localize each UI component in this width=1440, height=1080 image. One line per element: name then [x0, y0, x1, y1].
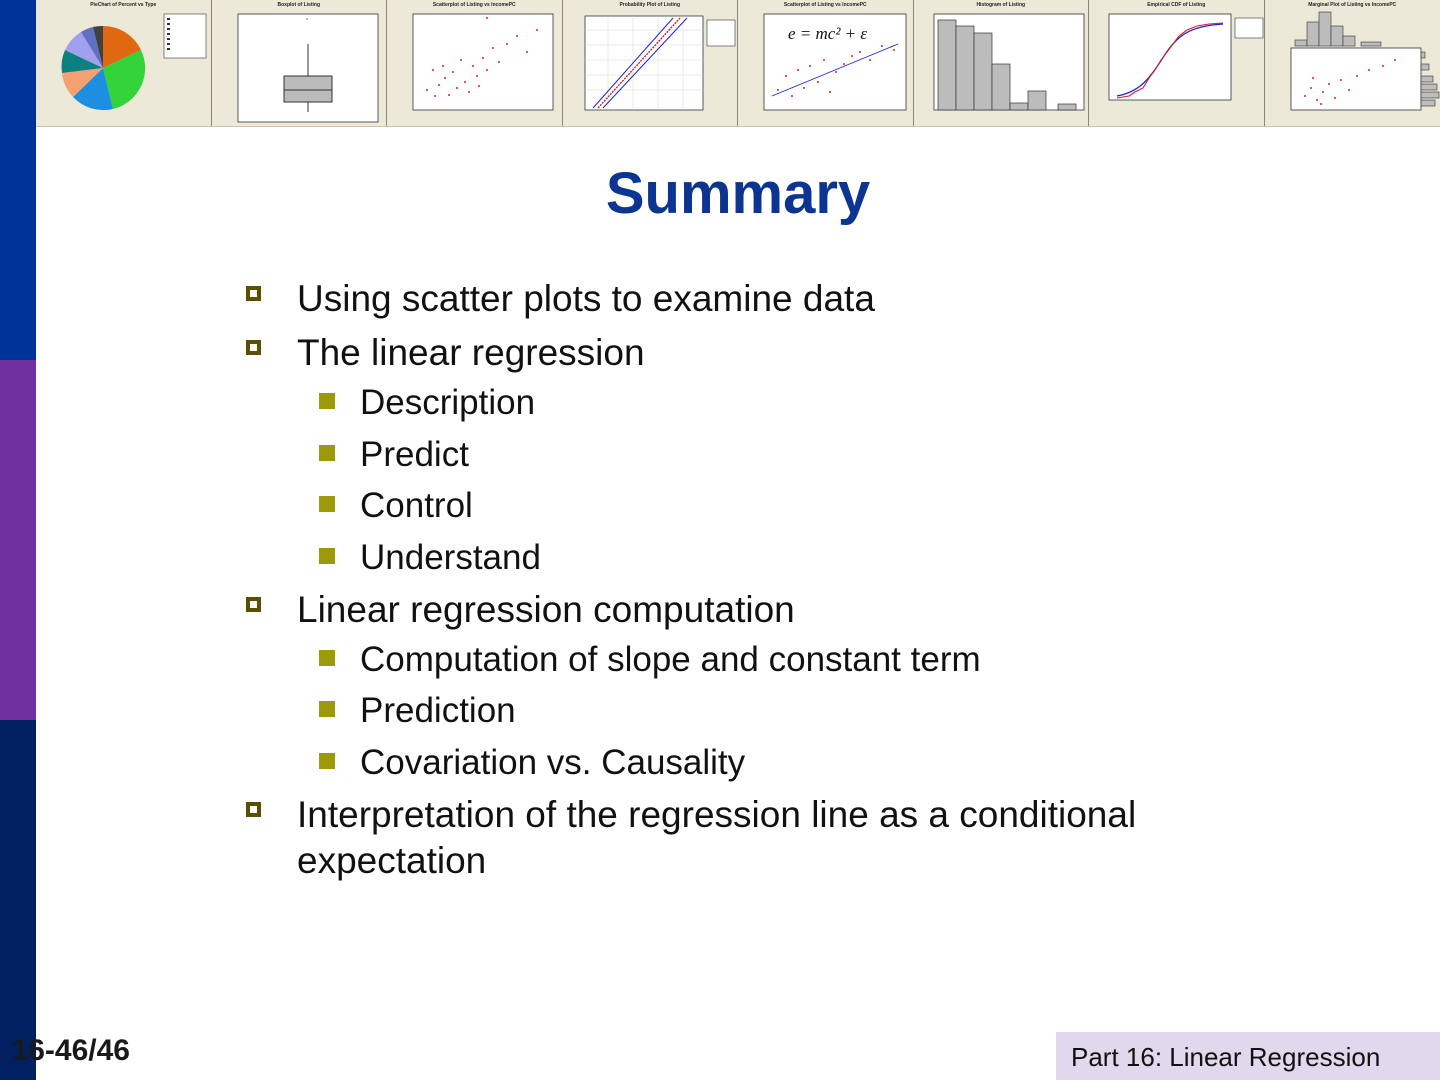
slide-number: [0, 1034, 130, 1068]
svg-text:*: *: [305, 18, 308, 24]
hollow-square-bullet-icon: [246, 802, 261, 817]
sub-bullet-item: [245, 637, 1305, 683]
marginal-plot-thumbnail: [1265, 0, 1440, 126]
thumbnail-title: Scatterplot of Listing vs IncomePC: [783, 2, 867, 8]
pie-chart-icon: [36, 0, 211, 126]
bullet-text: Using scatter plots to examine data: [297, 278, 875, 319]
filled-square-bullet-icon: [319, 650, 335, 666]
scatterplot-icon: [387, 0, 562, 126]
sub-bullet-item: [245, 483, 1305, 529]
thumbnail-title: Scatterplot of Listing vs IncomePC: [432, 2, 516, 8]
sub-bullet-item: [245, 740, 1305, 786]
boxplot-icon: [212, 0, 387, 126]
filled-square-bullet-icon: [319, 548, 335, 564]
sub-bullet-text: Computation of slope and constant term: [360, 639, 981, 679]
sub-bullet-item: [245, 688, 1305, 734]
sub-bullet-item: [245, 535, 1305, 581]
sub-bullet-text: Control: [360, 486, 473, 525]
thumbnail-title: PieChart of Percent vs Type: [90, 2, 157, 8]
side-band-bottom: [0, 720, 36, 1080]
bullet-text: Linear regression computation: [297, 588, 795, 630]
scatter-regression-thumbnail: [738, 0, 914, 126]
bullet-list: [245, 276, 1305, 892]
bullet-item: [245, 587, 1305, 633]
sub-bullet-item: [245, 432, 1305, 478]
sub-bullet-item: [245, 380, 1305, 426]
bullet-text: Interpretation of the regression line as a conditional expectation: [297, 793, 1137, 881]
filled-square-bullet-icon: [319, 445, 335, 461]
filled-square-bullet-icon: [319, 496, 335, 512]
sub-bullet-text: Predict: [360, 434, 469, 474]
sub-bullet-text: Covariation vs. Causality: [360, 742, 746, 782]
scatter-regression-icon: [738, 0, 913, 126]
bullet-item: [245, 330, 1305, 376]
bullet-item: [245, 792, 1305, 884]
hollow-square-bullet-icon: [246, 597, 261, 612]
marginal-plot-icon: [1265, 0, 1440, 126]
hollow-square-bullet-icon: [246, 286, 261, 301]
sub-bullet-text: Understand: [360, 537, 541, 577]
scatterplot-thumbnail: [387, 0, 563, 126]
thumbnail-title: Empirical CDF of Listing: [1147, 2, 1206, 8]
slide-title: Summary: [605, 161, 871, 226]
hollow-square-bullet-icon: [246, 340, 261, 355]
thumbnail-title: Probability Plot of Listing: [619, 2, 681, 8]
ecdf-icon: [1089, 0, 1264, 126]
thumbnail-title: Marginal Plot of Listing vs IncomePC: [1308, 2, 1397, 8]
slide-number-text: 16-46/46: [11, 1034, 130, 1067]
side-band-top: [0, 0, 36, 360]
thumbnail-title: Histogram of Listing: [976, 2, 1026, 8]
probability-plot-thumbnail: [563, 0, 739, 126]
probability-plot-icon: [563, 0, 738, 126]
sub-bullet-text: Description: [360, 383, 536, 422]
sub-bullet-text: Prediction: [360, 691, 516, 730]
pie-chart-thumbnail: [36, 0, 212, 126]
boxplot-thumbnail: [212, 0, 388, 126]
header-banner: [36, 0, 1440, 127]
thumbnail-title: Boxplot of Listing: [277, 2, 320, 8]
filled-square-bullet-icon: [319, 701, 335, 717]
filled-square-bullet-icon: [319, 753, 335, 769]
side-band-middle: [0, 360, 36, 720]
filled-square-bullet-icon: [319, 393, 335, 409]
histogram-icon: [914, 0, 1089, 126]
bullet-item: [245, 276, 1305, 322]
bullet-text: The linear regression: [297, 332, 645, 373]
ecdf-thumbnail: [1089, 0, 1265, 126]
footer-label: Part 16: Linear Regression: [1056, 1032, 1440, 1080]
histogram-thumbnail: [914, 0, 1090, 126]
formula-text: e = mc² + ε: [788, 24, 868, 43]
